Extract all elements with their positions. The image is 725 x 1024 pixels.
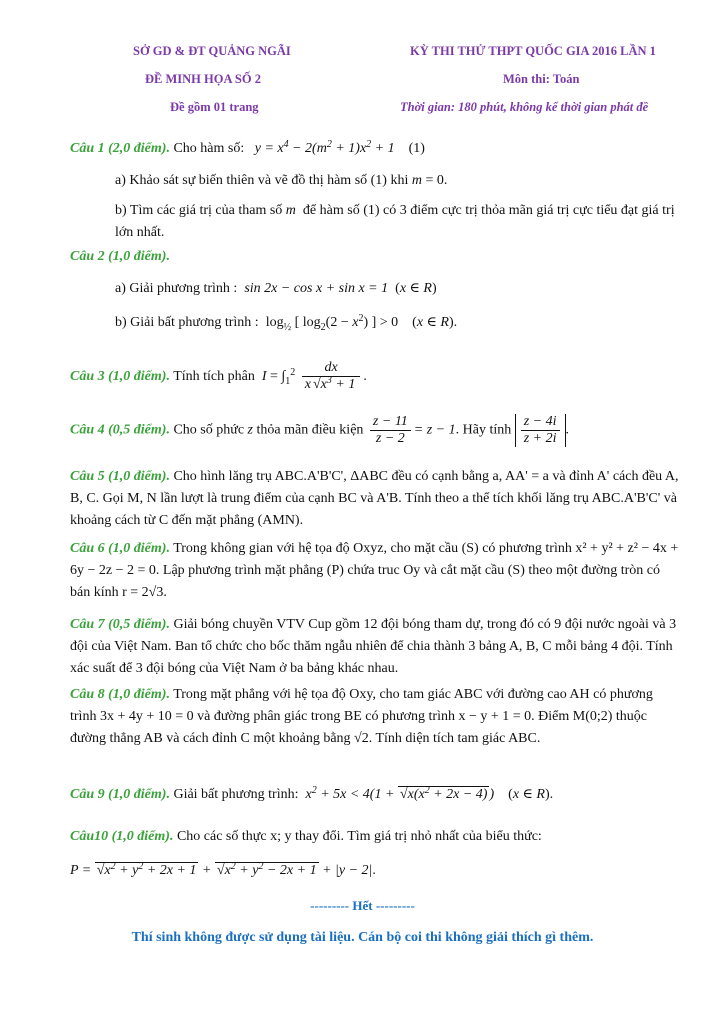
question-5: Câu 5 (1,0 điểm). Cho hình lăng trụ ABC.A'B'C', ΔABC đều có cạnh bằng a, AA' = a và đỉnh A' cách đều A, B, C. Gọi M, N lần lượt là trung điểm của cạnh BC và A'B. Tính theo a thể tích khối lăng trụ ABC.A'B'C' và khoảng cách từ C đến mặt phẳng (AMN). (70, 469, 679, 528)
header-right-3: Thời gian: 180 phút, không kể thời gian phát đề (400, 100, 649, 114)
question-8-label: Câu 8 (1,0 điểm). (70, 687, 170, 702)
question-1a: a) Khảo sát sự biến thiên và vẽ đồ thị hàm số (1) khi m = 0. (115, 173, 448, 188)
question-4: Câu 4 (0,5 điểm). Cho số phức z thỏa mãn điều kiện $\frac{z - 11}{z - 2}$ = z − 1. Hãy tính $\frac{z - 4i}{z + 2i}$ . (70, 414, 570, 446)
question-6: Câu 6 (1,0 điểm). Trong không gian với hệ tọa độ Oxyz, cho mặt cầu (S) có phương trình x² + y² + z² − 4x + 6y − 2z − 2 = 0. Lập phương trình mặt phẳng (P) chứa truc Oy và cắt mặt cầu (S) theo một đường tròn có bán kính r = 2√3. (70, 541, 679, 600)
question-1 (70, 138, 680, 161)
question-10: Câu10 (1,0 điểm). Cho các số thực x; y thay đổi. Tìm giá trị nhỏ nhất của biểu thức: (70, 829, 542, 844)
question-8: Câu 8 (1,0 điểm). Trong mặt phẳng với hệ tọa độ Oxy, cho tam giác ABC với đường cao AH có phương trình 3x + 4y + 10 = 0 và đường phân giác trong BE có phương trình x − y + 1 = 0. Điểm M(0;2) thuộc đường thẳng AB và cách đỉnh C một khoảng bằng √2. Tính diện tích tam giác ABC. (70, 687, 653, 746)
question-2a: a) Giải phương trình : sin 2x − cos x + sin x = 1 (x ∈ R) (115, 281, 437, 296)
question-2-label: Câu 2 (1,0 điểm). (70, 249, 170, 264)
header-left-3: Đề gồm 01 trang (170, 100, 259, 114)
header-right-2: Môn thi: Toán (503, 72, 580, 86)
question-1-label: Câu 1 (2,0 điểm). (70, 141, 170, 156)
question-10-label: Câu10 (1,0 điểm). (70, 829, 174, 844)
footer-note: Thí sinh không được sử dụng tài liệu. Cán bộ coi thi không giải thích gì thêm. (131, 930, 594, 945)
question-1b: b) Tìm các giá trị của tham số m để hàm số (1) có 3 điểm cực trị thỏa mãn giá trị cực tiểu đạt giá trị lớn nhất. (115, 203, 675, 240)
question-6-label: Câu 6 (1,0 điểm). (70, 541, 170, 556)
question-3: Câu 3 (1,0 điểm). Tính tích phân $I = \int_1^2$ $\frac{dx}{x √x^3 + 1}$ . (70, 360, 367, 392)
header-right-1: KỲ THI THỬ THPT QUỐC GIA 2016 LẦN 1 (410, 44, 656, 58)
q1-eq-number: (1) (408, 141, 425, 156)
header-left-1: SỞ GD & ĐT QUẢNG NGÃI (133, 44, 291, 58)
question-5-label: Câu 5 (1,0 điểm). (70, 469, 170, 484)
question-9-label: Câu 9 (1,0 điểm). (70, 787, 170, 802)
question-1-text: Cho hàm số: (169, 141, 245, 156)
question-3-label: Câu 3 (1,0 điểm). (70, 369, 170, 385)
header-left-2: ĐỀ MINH HỌA SỐ 2 (145, 72, 261, 86)
q10-formula: $P = √x^2 + y^2 + 2x + 1 + √x^2 + y^2 - 2x + 1 + |y - 2|$. (70, 861, 376, 878)
question-9: Câu 9 (1,0 điểm). Giải bất phương trình: $x^2 + 5x < 4(1 + √x(x^2 + 2x - 4)$ ) (x ∈ R). (70, 785, 554, 802)
end-marker: --------- Hết --------- (310, 898, 415, 913)
question-7: Câu 7 (0,5 điểm). Giải bóng chuyền VTV Cup gồm 12 đội bóng tham dự, trong đó có 9 đội nước ngoài và 3 đội của Việt Nam. Ban tổ chức cho bốc thăm ngẫu nhiên để chia thành 3 bảng A, B, C mỗi bảng 4 đội. Tính xác suất để 3 đội bóng của Việt Nam ở ba bảng khác nhau. (70, 617, 677, 676)
question-2b: b) Giải bất phương trình : $\log_{\frac{1}{2}}$ [ $\log_2(2 - x^2)$ ] > 0 (x ∈ R). (115, 313, 458, 333)
question-7-label: Câu 7 (0,5 điểm). (70, 617, 170, 632)
question-4-label: Câu 4 (0,5 điểm). (70, 422, 170, 438)
question-2 (70, 246, 680, 268)
q1-formula: $y = x^4 - 2(m^2 + 1)x^2 + 1$ (247, 139, 395, 156)
